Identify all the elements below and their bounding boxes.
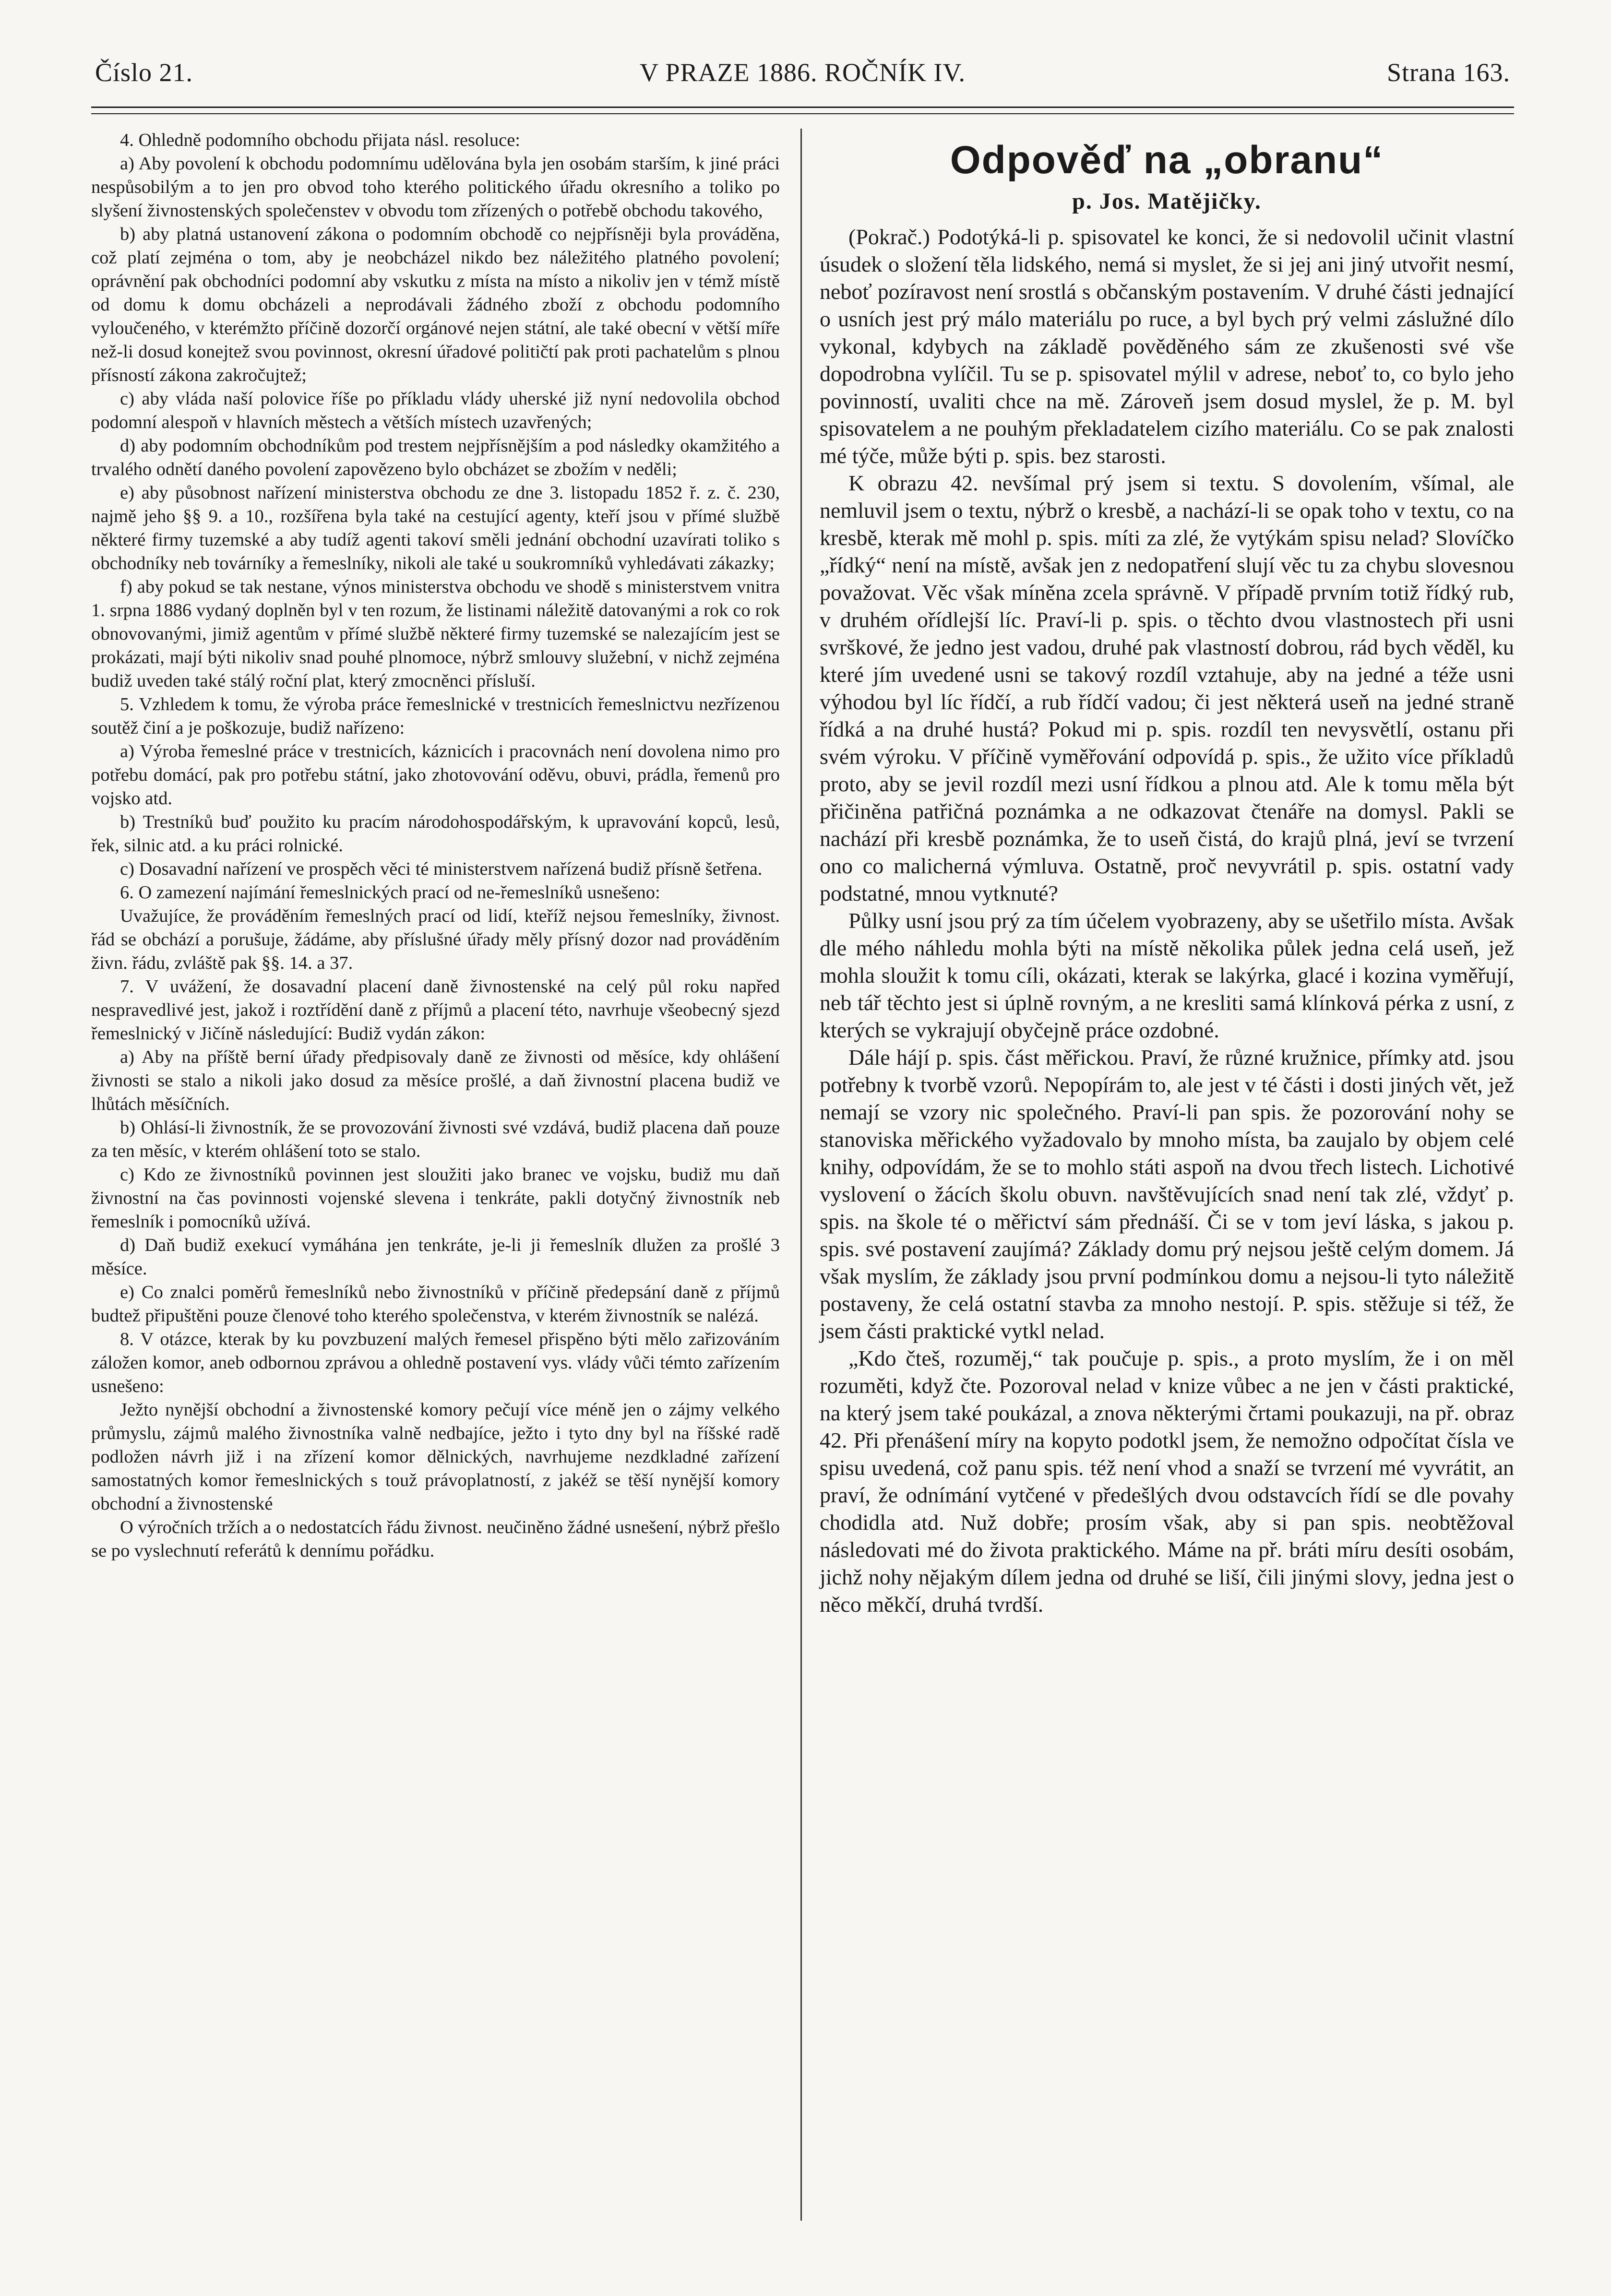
right-paragraph: Půlky usní jsou prý za tím účelem vyobrazeny, aby se ušetřilo místa. Avšak dle mého náhledu mohla býti na místě několika půlek jedna celá useň, jež mohla sloužit k tomu cíli, okázati, kterak se lakýrka, glacé i kozina vyměřují, neb tář těchto jest si úplně rovným, a ne kresliti samá klínková pérka z usní, z kterých se vykrajují obyčejně práce ozdobné.	[820, 908, 1514, 1042]
column-divider	[800, 129, 802, 2221]
right-column	[820, 129, 1514, 1618]
left-paragraph: c) Dosavadní nařízení ve prospěch věci té ministerstvem nařízená budiž přísně šetřena.	[120, 859, 763, 879]
left-paragraph: c) aby vláda naší polovice říše po příkladu vlády uherské již nyní nedovolila obchod podomní alespoň v hlavních městech a větších místech uzavřených;	[91, 389, 780, 432]
right-paragraph: (Pokrač.) Podotýká-li p. spisovatel ke konci, že si nedovolil učinit vlastní úsudek o složení těla lidského, nemá si myslet, že si jej ani jiný utvořit nesmí, neboť pozíravost není srostlá s občanským postavením. V druhé části jednající o usních jest prý málo materiálu po ruce, a byl bych prý velmi záslužné dílo vykonal, kdybych na základě pověděného sám ze zkušenosti své vše dopodrobna vylíčil. Tu se p. spisovatel mýlil v adrese, neboť to, co bylo jeho povinností, uvaliti chce na mě. Zároveň jsem dosud myslel, že p. M. byl spisovatelem a ne pouhým překladatelem cizího materiálu. Co se pak znalosti mé týče, může býti p. spis. bez starosti.	[820, 225, 1514, 468]
right-paragraph: „Kdo čteš, rozuměj,“ tak poučuje p. spis., a proto myslím, že i on měl rozuměti, když čte. Pozoroval nelad v knize vůbec a ne jen v části praktické, na který jsem také poukázal, a znova některými črtami poukazuji, na př. obraz 42. Při přenášení míry na kopyto podotkl jsem, že nemožno odpočítat čísla ve spisu uvedená, což panu spis. též není vhod a snaží se tvrzení mé vyvrátit, an praví, že odnímání vytčené v předešlých dvou odstavcích řídí se dle povahy chodidla atd. Nuž dobře; prosím však, aby si pan spis. neobtěžoval následovati mé do života praktického. Máme na př. bráti míru desíti osobám, jichž nohy nějakým dílem jedna od druhé se liší, čili jinými slovy, jedna jest o něco měkčí, druhá tvrdší.	[820, 1346, 1514, 1617]
left-paragraph: e) Co znalci poměrů řemeslníků nebo živnostníků v příčině předepsání daně z příjmů budtež připuštěni pouze členové toho kterého společenstva, v kterém živnostník se nalézá.	[91, 1282, 780, 1326]
left-paragraph: e) aby působnost nařízení ministerstva obchodu ze dne 3. listopadu 1852 ř. z. č. 230, najmě jeho §§ 9. a 10., rozšířena byla také na cestující agenty, kteří jsou v přímé službě některé firmy tuzemské a aby tudíž agenti takoví směli jednání obchodní uzavírati toliko s obchodníky neb továrníky a řemeslníky, nikoli ale také u soukromníků vyhledávati zákazky;	[91, 483, 780, 573]
left-paragraph: a) Výroba řemeslné práce v trestnicích, káznicích i pracovnách není dovolena nimo pro potřebu domácí, pak pro potřebu státní, jako zhotovování oděvu, obuvi, prádla, řemenů pro vojsko atd.	[91, 741, 780, 809]
left-column	[91, 129, 780, 1563]
left-paragraph: c) Kdo ze živnostníků povinnen jest sloužiti jako branec ve vojsku, budiž mu daň živnostní na čas povinnosti vojenské slevena i tenkráte, pakli dotyčný živnostník neb řemeslník i pomocníků užívá.	[91, 1165, 780, 1232]
header-rule-bottom	[91, 113, 1514, 114]
left-paragraph: d) aby podomním obchodníkům pod trestem nejpřísnějším a pod následky okamžitého a trvalého odnětí daného povolení zapovězeno bylo obcházet se zbožím v neděli;	[91, 436, 780, 479]
article-title: Odpověď na „obranu“	[950, 138, 1384, 182]
left-paragraph: 7. V uvážení, že dosavadní placení daně živnostenské na celý půl roku napřed nespravedlivé jest, jakož i roztřídění daně z příjmů a placení této, navrhuje všeobecný sjezd řemeslnický v Jičíně následující: Budiž vydán zákon:	[91, 976, 780, 1044]
article-author: p. Jos. Matějičky.	[1072, 189, 1262, 214]
left-paragraph: a) Aby povolení k obchodu podomnímu udělována byla jen osobám starším, k jiné práci nespůsobilým a to jen pro obvod toho kterého politického úřadu okresního a toliko po slyšení živnostenských společenstev v obvodu tom zřízených o potřebě obchodu takového,	[91, 154, 780, 221]
left-paragraph: Uvažujíce, že prováděním řemeslných prací od lidí, kteříž nejsou řemeslníky, živnost. řád se obchází a porušuje, žádáme, aby příslušné úřady měly přísný dozor nad prováděním živn. řádu, zvláště pak §§. 14. a 37.	[91, 906, 780, 973]
right-paragraph: K obrazu 42. nevšímal prý jsem si textu. S dovolením, všímal, ale nemluvil jsem o textu, nýbrž o kresbě, a nachází-li se opak toho v textu, co na kresbě, kterak mě mohl p. spis. míti za zlé, že vytýkám spisu nelad? Slovíčko „řídký“ není na místě, avšak jen z nedopatření slují věc tu za chybu slovesnou považovat. Věc však míněna zcela správně. V případě prvním totiž řídký rub, v druhém ořídlejší líc. Praví-li p. spis. o těchto dvou vlastnostech při usni svrškové, že jedno jest vadou, druhé pak vlastností dobrou, rád bych věděl, ku které jím uvedené usni se takový rozdíl vztahuje, aby na jedné a téže usni výhodou byl líc řídčí, a rub řídčí vadou; či jest některá useň na jedné straně řídká a na druhé hustá? Pokud mi p. spis. rozdíl ten nevysvětlí, ostanu při svém výroku. V příčině vyměřování odpovídá p. spis., že užito více příkladů proto, aby se jevil rozdíl mezi usní řídkou a plnou atd. Ale k tomu měla být přičiněna patřičná poznámka a ne odkazovat čtenáře na domysl. Pakli se nachází při kresbě poznámka, že to useň čistá, do krajů plná, jeví se tvrzení ono co malicherná výmluva. Ostatně, proč nevyvrátil p. spis. ostatní vady podstatné, mnou vytknuté?	[820, 471, 1514, 905]
left-paragraph: 5. Vzhledem k tomu, že výroba práce řemeslnické v trestnicích řemeslnictvu nezřízenou soutěž činí a je poškozuje, budiž nařízeno:	[91, 694, 780, 738]
left-paragraph: O výročních tržích a o nedostatcích řádu živnost. neučiněno žádné usnešení, nýbrž přešlo se po vyslechnutí referátů k dennímu pořádku.	[91, 1517, 780, 1561]
left-paragraph: 8. V otázce, kterak by ku povzbuzení malých řemesel přispěno býti mělo zařizováním záložen komor, aneb odbornou zprávou a ohledně postavení vys. vlády vůči témto zařízením usnešeno:	[91, 1329, 780, 1396]
left-paragraph: b) aby platná ustanovení zákona o podomním obchodě co nejpřísněji byla prováděna, což platí zejména o tom, aby je neobcházel nikdo bez náležitého platného povolení; oprávnění pak obchodníci podomní aby vskutku z místa na místo a nikoliv jen v témž místě od domu k domu obcházeli a neprodávali žádného zboží z obchodu podomního vyloučeného, v kterémžto příčině dozorčí orgánové nejen státní, ale také obecní v větší míře než-li dosud konejtež svou povinnost, okresní úřadové političtí pak proti pachatelům s plnou přísností zákona zakročujtež;	[91, 224, 780, 385]
place-year-volume: V PRAZE 1886. ROČNÍK IV.	[639, 58, 966, 87]
left-paragraph: d) Daň budiž exekucí vymáhána jen tenkráte, je-li ji řemeslník dlužen za prošlé 3 měsíce.	[91, 1235, 780, 1279]
left-paragraph: b) Trestníků buď použito ku pracím národohospodářským, k upravování kopců, lesů, řek, silnic atd. a ku práci rolnické.	[91, 812, 780, 856]
left-paragraph: Ježto nynější obchodní a živnostenské komory pečují více méně jen o zájmy velkého průmyslu, zájmů malého živnostníka valně nedbajíce, ježto i tyto dny byl na říšské radě podložen návrh již i na zřízení komor dělnických, navrhujeme nezdkladné zařízení samostatných komor řemeslnických s touž právoplatností, z jakéž se těší nynější komory obchodní a živnostenské	[91, 1400, 780, 1514]
running-header	[91, 58, 1514, 96]
left-paragraph: f) aby pokud se tak nestane, výnos ministerstva obchodu ve shodě s ministerstvem vnitra 1. srpna 1886 vydaný doplněn byl v ten rozum, že listinami náležitě datovanými a rok co rok obnovovanými, jimiž agentům v přímé službě některé firmy tuzemské se nalezajícím jest se prokázati, mají býti nikoliv snad pouhé plnomoce, nýbrž smlouvy služební, v nichž zejména budiž uveden také stálý roční plat, který zmocněnci přísluší.	[91, 577, 780, 691]
left-paragraph: a) Aby na příště berní úřady předpisovaly daně ze živnosti od měsíce, kdy ohlášení živnosti se stalo a nikoli jako dosud za měsíce prošlé, a daň živnostní placena budiž ve lhůtách měsíčních.	[91, 1047, 780, 1114]
left-paragraph: 4. Ohledně podomního obchodu přijata násl. resoluce:	[120, 130, 520, 150]
issue-number: Číslo 21.	[95, 58, 193, 87]
page-number: Strana 163.	[1387, 58, 1510, 87]
left-paragraph: 6. O zamezení najímání řemeslnických prací od ne-řemeslníků usnešeno:	[120, 882, 660, 903]
header-rule-top	[91, 107, 1514, 108]
right-paragraph: Dále hájí p. spis. část měřickou. Praví, že různé kružnice, přímky atd. jsou potřebny k tvorbě vzorů. Nepopírám to, ale jest v té části i dosti jiných vět, jež nemají se vzory nic společného. Praví-li pan spis. že pozorování nohy se stanoviska měřického vyžadovalo by mnoho místa, ba zaujalo by objem celé knihy, odpovídám, že se to mohlo státi aspoň na dvou třech listech. Lichotivé vyslovení o žácích školu obuvn. navštěvujících snad není tak zlé, vždyť p. spis. na škole té o měřictví sám přednáší. Či se v tom jeví láska, s jakou p. spis. své postavení zaujímá? Základy domu prý nejsou ještě celým domem. Já však myslím, že základy jsou první podmínkou domu a nejsou-li tyto náležitě postaveny, že celá ostatní stavba za mnoho nestojí. P. spis. stěžuje si též, že jsem části praktické vytkl nelad.	[820, 1045, 1514, 1343]
left-paragraph: b) Ohlásí-li živnostník, že se provozování živnosti své vzdává, budiž placena daň pouze za ten měsíc, v kterém ohlášení toto se stalo.	[91, 1118, 780, 1161]
